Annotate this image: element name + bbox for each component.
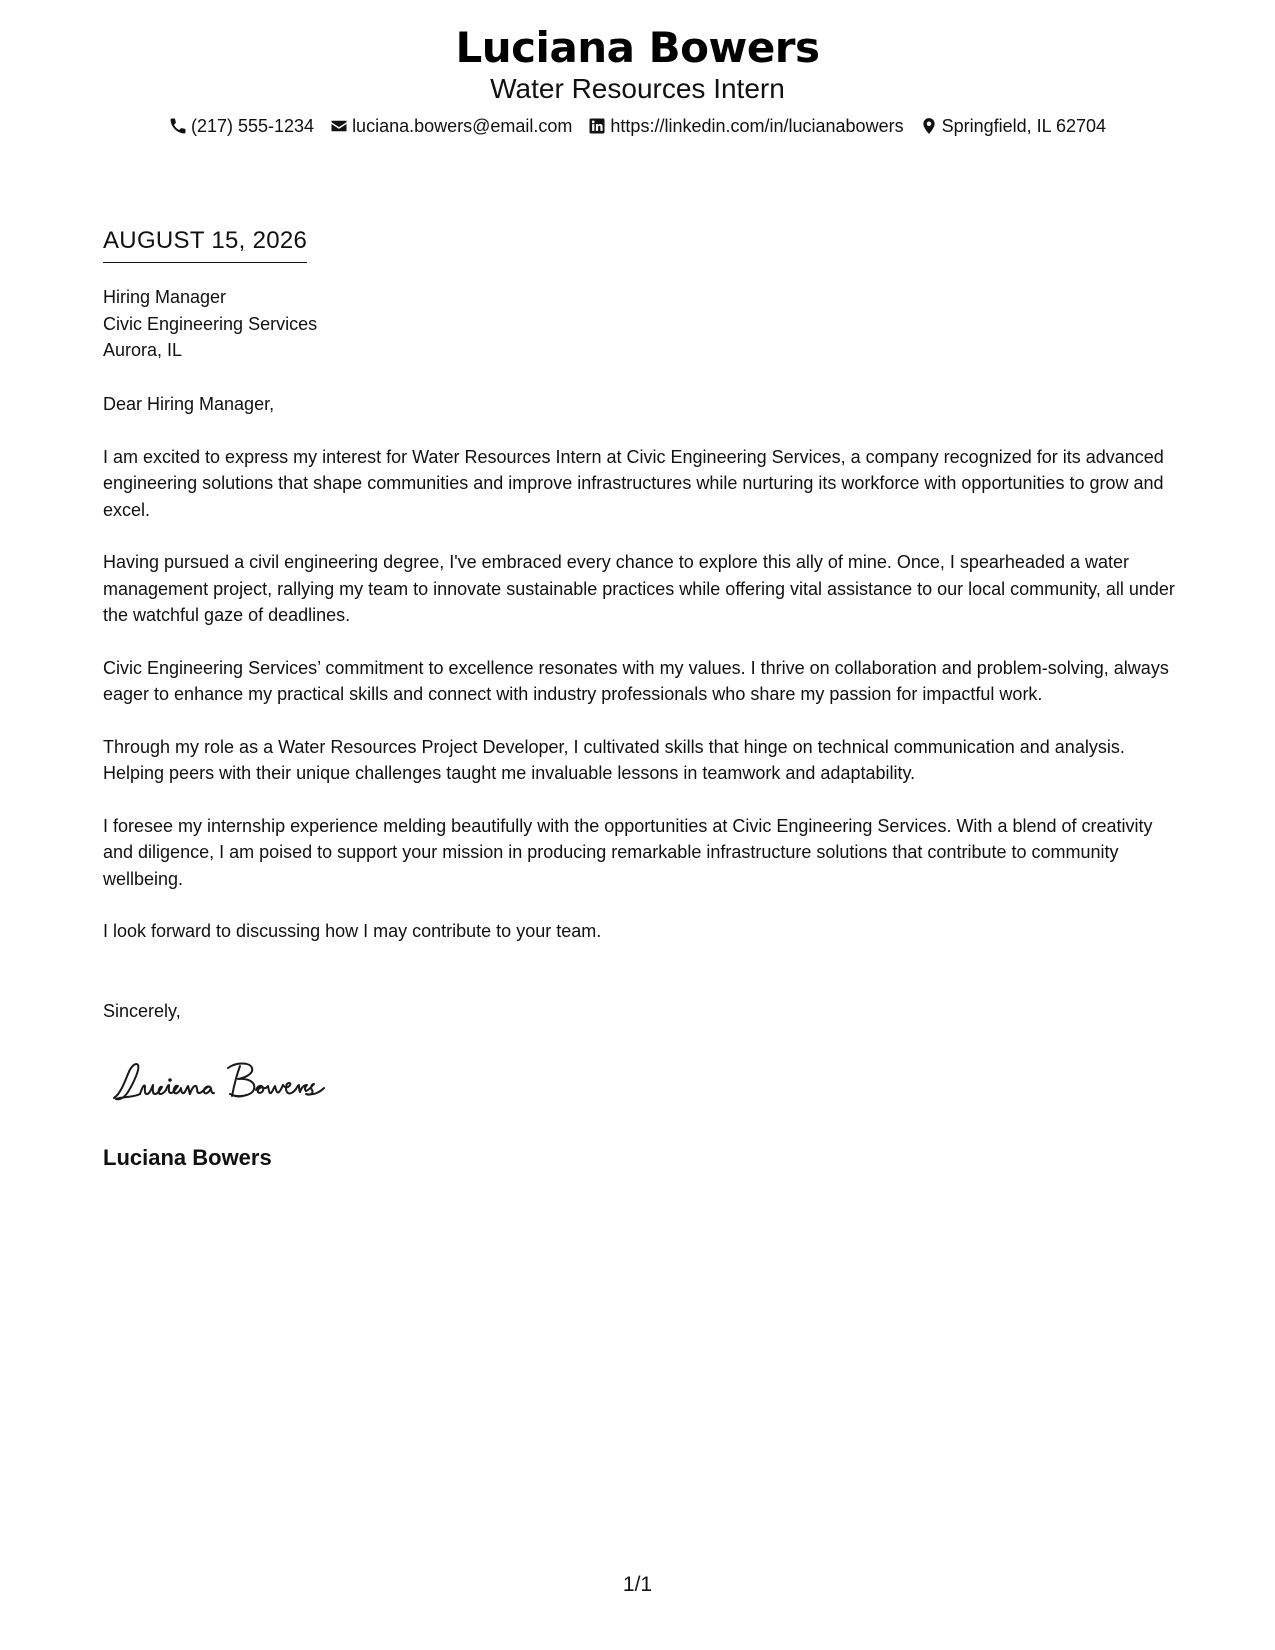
page-number: 1/1 — [622, 1573, 653, 1596]
envelope-icon — [330, 117, 348, 135]
email-text[interactable]: luciana.bowers@email.com — [352, 116, 573, 136]
phone-icon — [169, 117, 187, 135]
phone-text: (217) 555-1234 — [190, 116, 315, 136]
closing: Sincerely, — [103, 1001, 181, 1021]
applicant-name: Luciana Bowers — [455, 23, 820, 72]
handwritten-signature — [110, 1054, 350, 1111]
linkedin-icon — [588, 117, 606, 135]
signer-name: Luciana Bowers — [103, 1145, 272, 1170]
paragraph-3: Civic Engineering Services’ commitment to excellence resonates with my values. I thrive on collaboration and problem-solving, always eager to enhance my practical skills and connect with industry professionals who share my passion for impactful work. — [103, 657, 1169, 704]
paragraph-4: Through my role as a Water Resources Project Developer, I cultivated skills that hinge on technical communication and analysis. Helping peers with their unique challenges taught me invaluable lessons in teamwork and adaptability. — [103, 736, 1125, 783]
contact-email[interactable] — [330, 114, 572, 138]
contact-bar — [0, 114, 1275, 138]
recipient-company: Civic Engineering Services — [103, 313, 318, 334]
paragraph-6: I look forward to discussing how I may contribute to your team. — [103, 921, 602, 941]
letter-body — [103, 391, 1183, 971]
location-text: Springfield, IL 62704 — [941, 116, 1107, 136]
paragraph-1: I am excited to express my interest for Water Resources Intern at Civic Engineering Services, a company recognized for its advanced engineering solutions that shape communities and improve infrastructures while nurturing its workforce with opportunities to grow and excel. — [103, 446, 1164, 520]
recipient-location: Aurora, IL — [103, 340, 183, 360]
contact-phone — [169, 114, 314, 138]
salutation: Dear Hiring Manager, — [103, 394, 275, 414]
linkedin-text[interactable]: https://linkedin.com/in/lucianabowers — [610, 116, 904, 136]
paragraph-5: I foresee my internship experience melding beautifully with the opportunities at Civic Engineering Services. With a blend of creativity and diligence, I am poised to support your mission in producing remarkable infrastructure solutions that contribute to community wellbeing. — [103, 815, 1153, 889]
paragraph-2: Having pursued a civil engineering degree, I've embraced every chance to explore this ally of mine. Once, I spearheaded a water management project, rallying my team to innovate sustainable practices while offering vital assistance to our local community, all under the watchful gaze of deadlines. — [103, 552, 1175, 625]
signature-drawing — [110, 1054, 350, 1106]
letter-header — [0, 22, 1275, 138]
letter-date: AUGUST 15, 2026 — [103, 226, 307, 263]
applicant-title: Water Resources Intern — [490, 73, 785, 104]
map-pin-icon — [920, 117, 938, 135]
contact-location — [920, 114, 1106, 138]
recipient-block — [103, 284, 317, 364]
contact-linkedin[interactable] — [588, 114, 903, 138]
recipient-name: Hiring Manager — [103, 287, 227, 307]
